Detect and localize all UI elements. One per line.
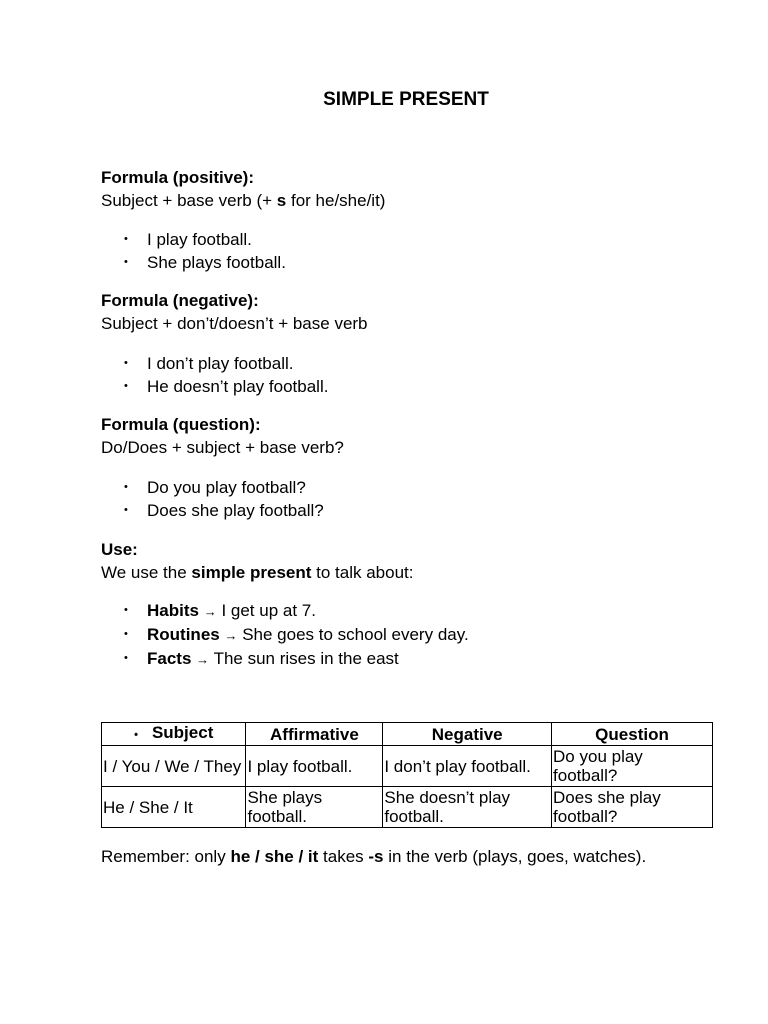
question-examples bbox=[101, 476, 324, 522]
table-cell: He / She / It bbox=[102, 787, 246, 828]
bullet-icon: • bbox=[124, 604, 128, 616]
arrow-right-icon: → bbox=[203, 604, 217, 619]
table-cell: She plays football. bbox=[246, 787, 383, 828]
question-formula: Do/Does + subject + base verb? bbox=[101, 438, 344, 457]
use-intro bbox=[101, 561, 741, 584]
bullet-icon: • bbox=[124, 357, 128, 369]
remember-note bbox=[101, 845, 646, 868]
example-text: Does she play football? bbox=[147, 501, 324, 520]
bullet-icon: • bbox=[124, 504, 128, 516]
conjugation-table bbox=[101, 722, 713, 828]
bullet-icon: • bbox=[124, 256, 128, 268]
negative-formula: Subject + don’t/doesn’t + base verb bbox=[101, 314, 368, 333]
remember-bold-pronouns: he / she / it bbox=[230, 847, 319, 866]
negative-label: Formula (negative): bbox=[101, 291, 259, 310]
positive-label: Formula (positive): bbox=[101, 168, 255, 187]
table-cell: Do you play football? bbox=[552, 746, 713, 787]
list-item bbox=[101, 647, 469, 671]
arrow-right-icon: → bbox=[224, 628, 238, 643]
use-text: I get up at 7. bbox=[221, 601, 316, 620]
table-cell: She doesn’t play football. bbox=[383, 787, 552, 828]
table-header-row bbox=[102, 723, 713, 746]
list-item bbox=[101, 623, 469, 647]
positive-formula-bold: s bbox=[276, 191, 287, 210]
positive-examples bbox=[101, 228, 286, 274]
list-item bbox=[101, 499, 324, 522]
example-text: Do you play football? bbox=[147, 478, 306, 497]
question-section bbox=[101, 413, 741, 459]
arrow-right-icon: → bbox=[196, 652, 210, 667]
question-label: Formula (question): bbox=[101, 415, 261, 434]
table-header-cell: Negative bbox=[383, 723, 552, 746]
positive-formula bbox=[101, 189, 741, 212]
use-intro-pre: We use the bbox=[101, 563, 192, 582]
list-item bbox=[101, 375, 328, 398]
example-text: I play football. bbox=[147, 230, 252, 249]
positive-formula-pre: Subject + base verb (+ bbox=[101, 191, 277, 210]
table-row bbox=[102, 787, 713, 828]
list-item bbox=[101, 476, 324, 499]
table-header-cell: Question bbox=[552, 723, 713, 746]
table-cell: Does she play football? bbox=[552, 787, 713, 828]
remember-bold-suffix: -s bbox=[368, 847, 384, 866]
table-row bbox=[102, 746, 713, 787]
use-text: The sun rises in the east bbox=[213, 649, 399, 668]
list-item bbox=[101, 352, 328, 375]
bullet-icon: • bbox=[124, 233, 128, 245]
table-cell: I play football. bbox=[246, 746, 383, 787]
use-intro-post: to talk about: bbox=[311, 563, 414, 582]
use-list bbox=[101, 599, 469, 671]
list-item bbox=[101, 599, 469, 623]
header-subject: Subject bbox=[151, 723, 214, 742]
table-cell: I / You / We / They bbox=[102, 746, 246, 787]
remember-post: in the verb (plays, goes, watches). bbox=[383, 847, 647, 866]
use-section bbox=[101, 538, 741, 584]
example-text: She plays football. bbox=[147, 253, 286, 272]
use-term: Routines bbox=[147, 625, 220, 644]
table-cell: I don’t play football. bbox=[383, 746, 552, 787]
negative-section bbox=[101, 289, 741, 335]
use-label: Use: bbox=[101, 540, 138, 559]
page-title: SIMPLE PRESENT bbox=[323, 89, 489, 110]
remember-mid: takes bbox=[318, 847, 369, 866]
example-text: He doesn’t play football. bbox=[147, 377, 329, 396]
bullet-icon: • bbox=[124, 380, 128, 392]
positive-formula-post: for he/she/it) bbox=[286, 191, 386, 210]
bullet-icon: • bbox=[124, 481, 128, 493]
negative-examples bbox=[101, 352, 328, 398]
table-header-cell bbox=[102, 723, 246, 746]
use-text: She goes to school every day. bbox=[242, 625, 469, 644]
bullet-icon: • bbox=[134, 729, 138, 741]
bullet-icon: • bbox=[124, 652, 128, 664]
use-intro-bold: simple present bbox=[191, 563, 312, 582]
table-header-cell: Affirmative bbox=[246, 723, 383, 746]
remember-pre: Remember: only bbox=[101, 847, 231, 866]
bullet-icon: • bbox=[124, 628, 128, 640]
use-term: Facts bbox=[147, 649, 192, 668]
positive-section bbox=[101, 166, 741, 212]
use-term: Habits bbox=[147, 601, 199, 620]
example-text: I don’t play football. bbox=[147, 354, 294, 373]
list-item bbox=[101, 228, 286, 251]
list-item bbox=[101, 251, 286, 274]
